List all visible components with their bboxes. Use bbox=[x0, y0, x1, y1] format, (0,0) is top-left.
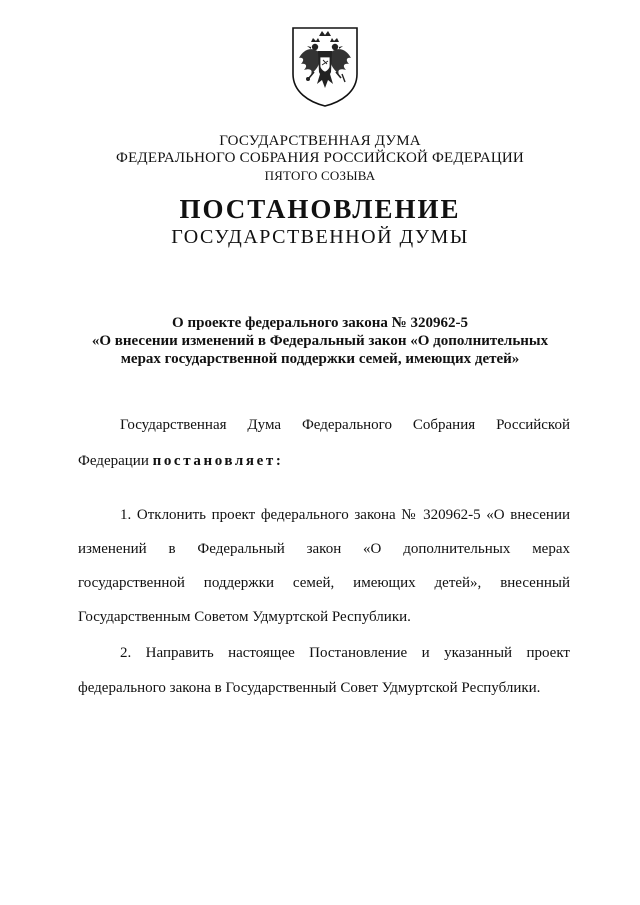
double-headed-eagle-icon bbox=[289, 24, 361, 108]
subject-line-2: «О внесении изменений в Федеральный закон «О дополнительных bbox=[91, 333, 549, 349]
preamble-line-2 bbox=[78, 452, 570, 470]
item2-line-2: федерального закона в Государственный Совет Удмуртской Республики. bbox=[78, 680, 541, 696]
item1-line-4: Государственным Советом Удмуртской Республики. bbox=[78, 609, 411, 625]
header-line-convocation: ПЯТОГО СОЗЫВА bbox=[264, 168, 376, 183]
preamble-line-1: Государственная Дума Федерального Собрания Российской bbox=[120, 417, 570, 433]
preamble-federation-word: Федерации bbox=[78, 453, 153, 469]
item2-line-1: 2. Направить настоящее Постановление и указанный проект bbox=[120, 645, 570, 661]
item1-line-2: изменений в Федеральный закон «О дополнительных мерах bbox=[78, 541, 570, 557]
header-line-duma: ГОСУДАРСТВЕННАЯ ДУМА bbox=[219, 133, 421, 149]
subject-line-3: мерах государственной поддержки семей, имеющих детей» bbox=[120, 351, 520, 367]
item1-line-1: 1. Отклонить проект федерального закона № 320962-5 «О внесении bbox=[120, 507, 570, 523]
item1-line-3: государственной поддержки семей, имеющих детей», внесенный bbox=[78, 575, 570, 591]
coat-of-arms-emblem bbox=[289, 24, 361, 108]
subject-line-1: О проекте федерального закона № 320962-5 bbox=[172, 315, 468, 331]
header-line-federal-assembly: ФЕДЕРАЛЬНОГО СОБРАНИЯ РОССИЙСКОЙ ФЕДЕРАЦИИ bbox=[116, 150, 524, 166]
document-title: ПОСТАНОВЛЕНИЕ bbox=[179, 194, 461, 224]
document-subtitle: ГОСУДАРСТВЕННОЙ ДУМЫ bbox=[171, 226, 469, 248]
resolves-word: постановляет: bbox=[152, 453, 284, 469]
